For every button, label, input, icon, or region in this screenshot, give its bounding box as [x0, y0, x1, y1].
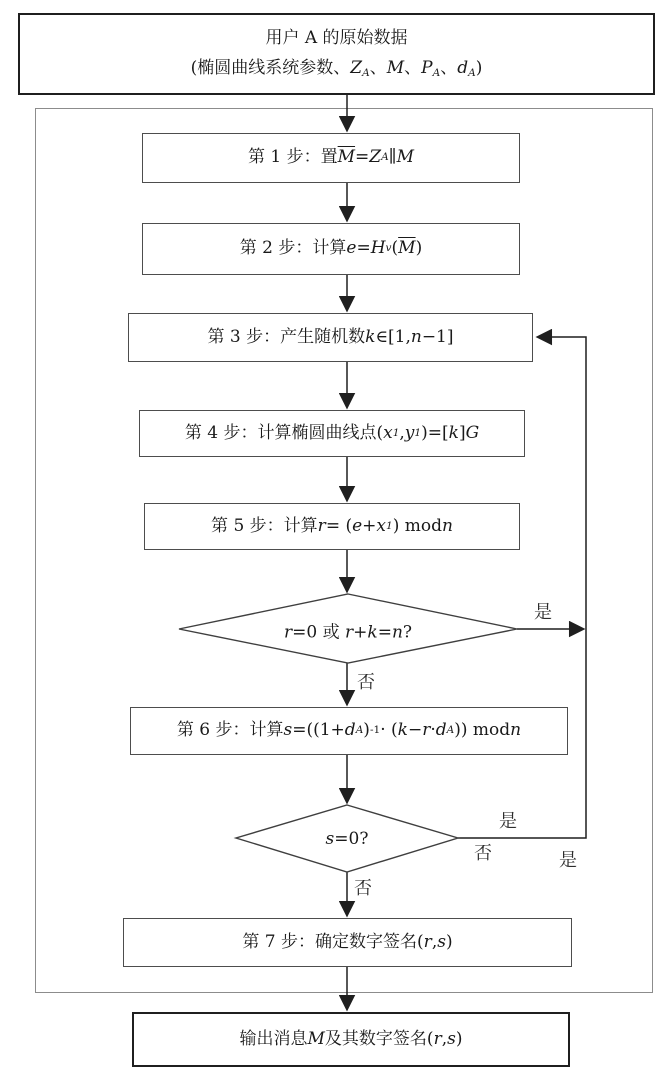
- input-data-box: [18, 13, 655, 95]
- step7-box: 第 7 步：确定数字签名( r , s ): [123, 918, 572, 967]
- decision1-yes-label: 是: [534, 602, 552, 623]
- input-data-line2: (椭圆曲线系统参数、ZA、M、PA、dA): [190, 58, 483, 79]
- decision1-no-label: 否: [357, 672, 375, 693]
- output-box: 输出消息 M 及其数字签名( r , s ): [132, 1012, 570, 1067]
- step2-box: 第 2 步：计算 e = H v ( $\overline{M}$ ): [142, 223, 520, 275]
- decision2-no-label-bottom: 否: [354, 878, 372, 899]
- decision2-yes-label-top: 是: [499, 811, 517, 832]
- decision1-text: r=0 或 r+k=n?: [283, 622, 413, 643]
- step6-box: 第 6 步：计算 s =((1+ d A ) -1 · ( k − r · d A )) mod n: [130, 707, 568, 755]
- decision2-yes-label-right: 是: [559, 850, 577, 871]
- step3-box: 第 3 步：产生随机数 k ∈[1, n −1]: [128, 313, 533, 362]
- step1-box: 第 1 步：置 $\overline{M}$ = Z A ∥ M: [142, 133, 520, 183]
- step4-box: 第 4 步：计算椭圆曲线点( x 1 , y 1 )=[ k ] G: [139, 410, 525, 457]
- decision2-text: s=0?: [325, 829, 369, 849]
- input-data-line1: 用户 A 的原始数据: [265, 27, 408, 48]
- step5-box: 第 5 步：计算 r = ( e + x 1 ) mod n: [144, 503, 520, 550]
- decision2-no-label-right: 否: [474, 843, 492, 864]
